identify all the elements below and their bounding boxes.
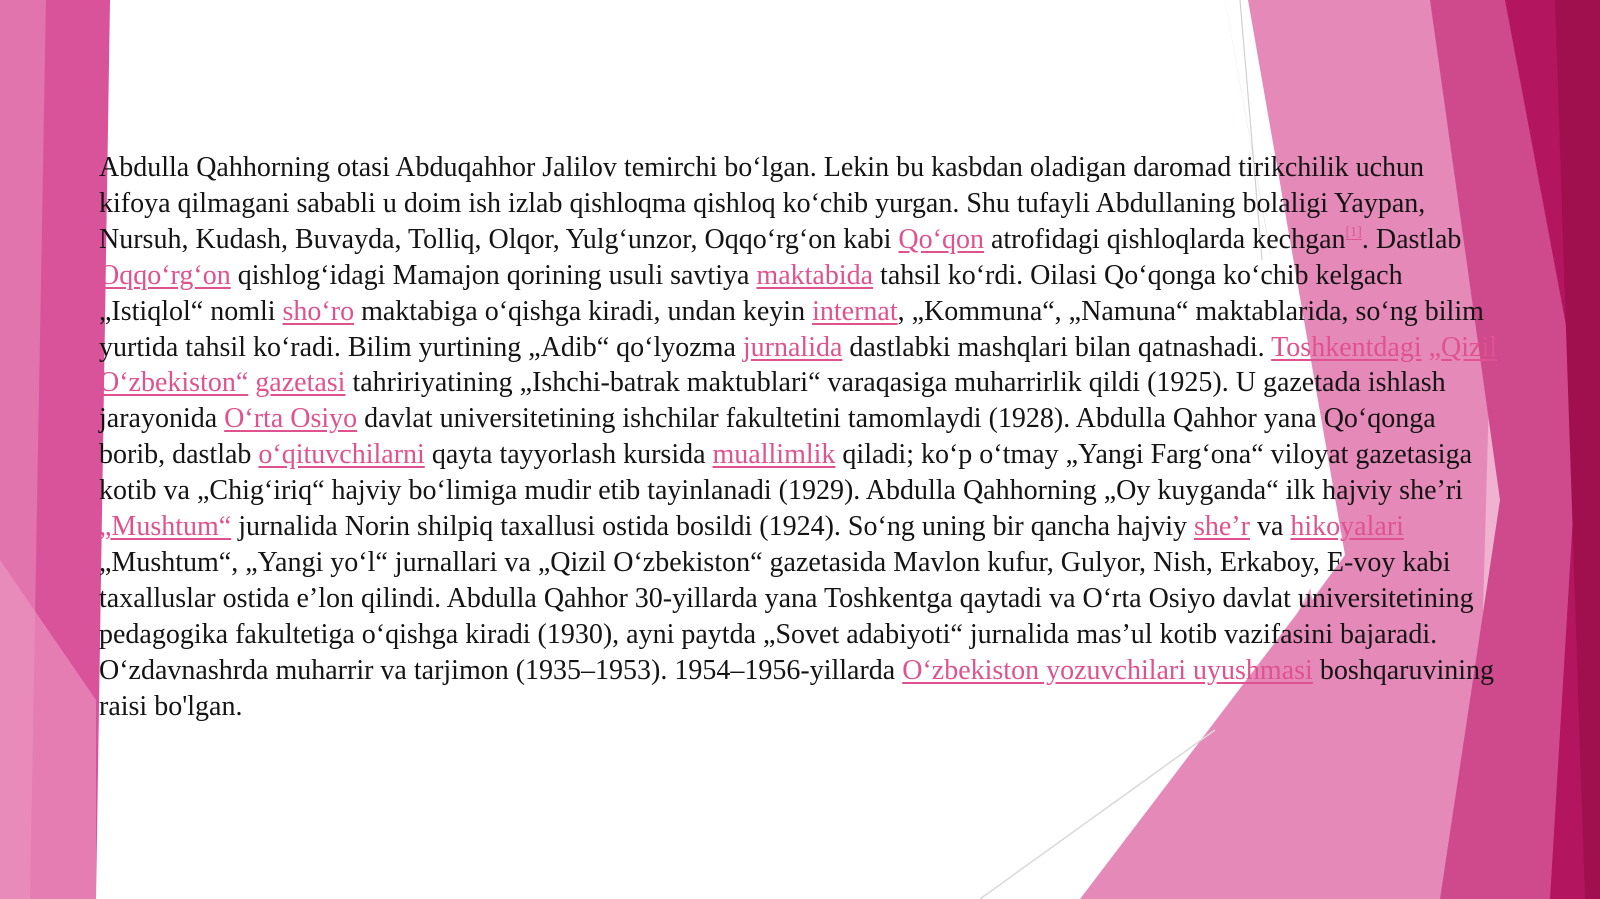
text-run: qishlog‘idagi Mamajon qorining usuli savtiya (230, 259, 757, 291)
text-run (1422, 332, 1429, 363)
text-run: qayta tayyorlash kursida (424, 439, 713, 471)
text-run: maktabiga o‘qishga kiradi, undan keyin (354, 295, 813, 327)
text-link[interactable]: internat (812, 295, 898, 327)
biography-paragraph (99, 150, 1499, 725)
text-link[interactable]: jurnalida (742, 331, 843, 363)
text-run: va (1249, 511, 1291, 543)
slide-body-text (99, 150, 1499, 725)
text-link[interactable]: hikoyalari (1290, 511, 1404, 543)
text-link[interactable]: maktabida (756, 259, 874, 291)
text-link[interactable]: „Qizil O‘zbekiston“ (99, 331, 1498, 399)
text-run: boshqaruvining raisi bo'lgan. (99, 654, 1495, 722)
text-run: dastlabki mashqlari bilan qatnashadi. (842, 331, 1272, 363)
text-link[interactable]: „Mushtum“ (99, 511, 232, 543)
text-run: „Mushtum“, „Yangi yo‘l“ jurnallari va „Qizil O‘zbekiston“ gazetasida Mavlon kufur, Gulyor, Nish, Erkaboy, E-voy kabi taxalluslar ostida e’lon qilindi. Abdulla Qahhor 30-yillarda yana Toshkentga qaytadi va O‘rta Osiyo davlat universitetining pedagogika fakultetiga o‘qishga kiradi (1930), ayni paytda „Sovet adabiyoti“ jurnalida mas’ul kotib vazifasini bajaradi. O‘zdavnashrda muharrir va tarjimon (1935–1953). 1954–1956-yillarda (99, 546, 1474, 686)
footnote-link[interactable]: [1] (1345, 224, 1362, 240)
text-link[interactable]: O‘rta Osiyo (224, 403, 358, 435)
text-link[interactable]: Toshkentdagi (1271, 331, 1422, 363)
text-link[interactable]: O‘zbekiston yozuvchilari uyushmasi (902, 654, 1313, 686)
text-run: , „Kommuna“, „Namuna“ maktablarida, so‘ng bilim yurtida tahsil ko‘radi. Bilim yurtining „Adib“ qo‘lyozma (99, 295, 1484, 363)
text-run: Abdulla Qahhorning otasi Abduqahhor Jalilov temirchi bo‘lgan. Lekin bu kasbdan oladigan daromad tirikchilik uchun kifoya qilmagani sababli u doim ish izlab qishloqma qishloq ko‘chib yurgan. Shu tufayli Abdullaning bolaligi Yaypan, Nursuh, Kudash, Buvayda, Tolliq, Olqor, Yulg‘unzor, Oqqo‘rg‘on kabi (99, 152, 1426, 255)
text-run: tahsil ko‘rdi. Oilasi Qo‘qonga ko‘chib kelgach „Istiqlol“ nomli (99, 259, 1403, 327)
text-link[interactable]: sho‘ro (282, 295, 355, 327)
text-link[interactable]: Oqqo‘rg‘on (99, 259, 231, 291)
text-link[interactable]: Qo‘qon (898, 223, 984, 255)
text-link[interactable]: gazetasi (255, 367, 346, 399)
text-link[interactable]: o‘qituvchilarni (258, 439, 425, 471)
text-link[interactable]: muallimlik (712, 439, 836, 471)
text-run: qiladi; ko‘p o‘tmay „Yangi Farg‘ona“ viloyat gazetasiga kotib va „Chig‘iriq“ hajviy bo‘limiga mudir etib tayinlanadi (1929). Abdulla Qahhorning „Oy kuyganda“ ilk hajviy she’ri (99, 439, 1473, 507)
text-link[interactable]: she’r (1193, 511, 1250, 543)
text-run: atrofidagi qishloqlarda kechgan (983, 223, 1346, 255)
text-run: tahririyatining „Ishchi-batrak maktublari“ varaqasiga muharrirlik qildi (1925). U gazetada ishlash jarayonida (99, 367, 1446, 435)
text-run: davlat universitetining ishchilar fakultetini tamomlaydi (1928). Abdulla Qahhor yana Qo‘qonga borib, dastlab (99, 403, 1436, 471)
text-run: jurnalida Norin shilpiq taxallusi ostida bosildi (1924). So‘ng uning bir qancha hajviy (231, 511, 1194, 543)
text-run: . Dastlab (1361, 223, 1462, 255)
